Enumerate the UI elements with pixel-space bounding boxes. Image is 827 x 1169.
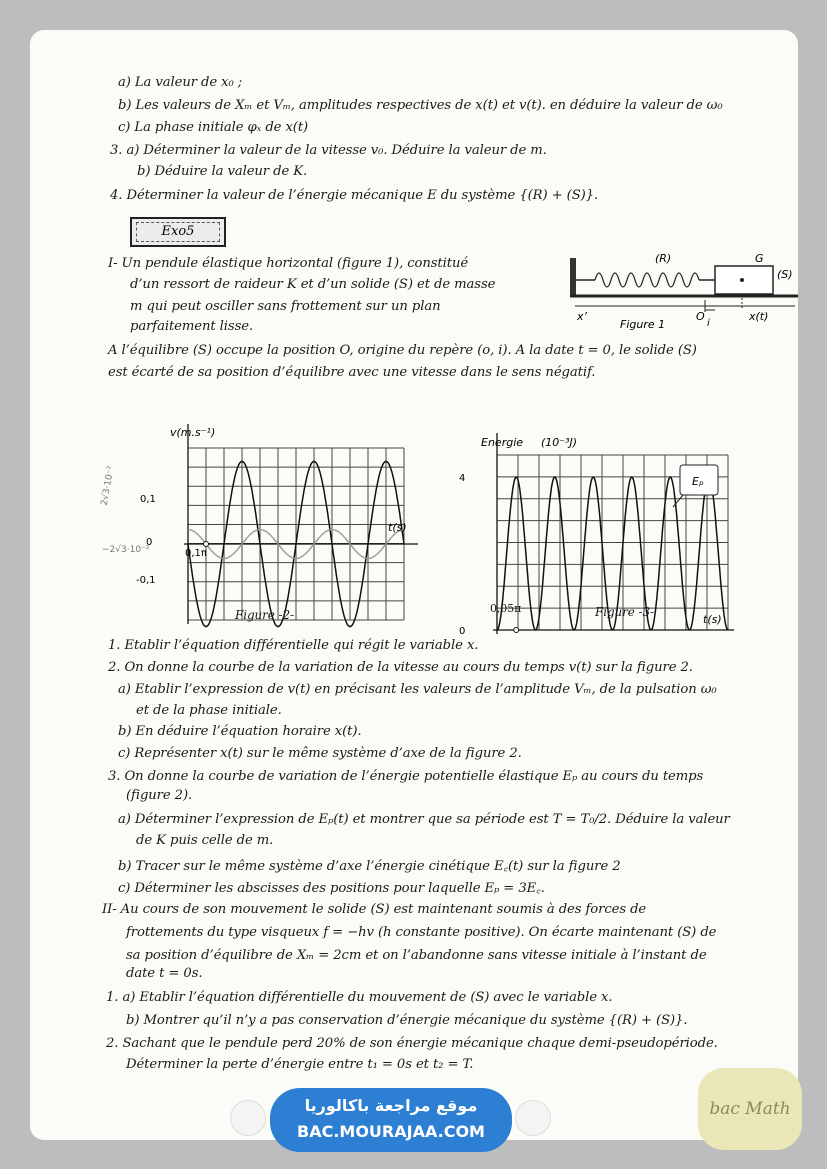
part2-line1: II- Au cours de son mouvement le solide (S) est maintenant soumis à des forces de xyxy=(102,902,647,917)
spring-label: (R) xyxy=(655,252,672,265)
exercise-label: Exo5 xyxy=(130,217,226,247)
question-1: 1. Etablir l’équation différentielle qui régit le variable x. xyxy=(108,638,479,653)
part1-line1: I- Un pendule élastique horizontal (figure 1), constitué xyxy=(108,256,469,271)
figure-3-caption: Figure -3- xyxy=(595,605,654,619)
fig2-tick-zero: 0 xyxy=(146,537,153,548)
part2-q1b: b) Montrer qu’il n’y a pas conservation d’énergie mécanique du système {(R) + (S)}. xyxy=(126,1013,688,1028)
fig2-handwritten-1: 2√3·10⁻² xyxy=(99,465,117,507)
fig2-ylabel: v(m.s⁻¹) xyxy=(170,426,216,439)
document-sheet xyxy=(30,30,798,1140)
part2-line2: frottements du type visqueux f = −hv (h constante positive). On écarte maintenant (S) de xyxy=(126,925,717,940)
fig3-tick-x: 0,05π xyxy=(490,602,522,615)
question-3: 3. On donne la courbe de variation de l’énergie potentielle élastique Eₚ au cours du temps xyxy=(108,769,704,784)
fig2-tick-pos: 0,1 xyxy=(140,494,156,505)
question-3a-cont: de K puis celle de m. xyxy=(136,833,274,848)
bac-math-logo: bac Math xyxy=(698,1068,802,1150)
part2-q2-cont: Déterminer la perte d’énergie entre t₁ = 0s et t₂ = T. xyxy=(126,1057,474,1072)
ep-callout: Eₚ xyxy=(692,475,704,488)
footer-site-link[interactable]: BAC.MOURAJAA.COM xyxy=(297,1122,485,1141)
part2-q1a: 1. a) Etablir l’équation différentielle du mouvement de (S) avec le variable x. xyxy=(106,990,613,1005)
xt-label: x(t) xyxy=(749,310,769,323)
spring xyxy=(595,273,699,287)
part2-q2: 2. Sachant que le pendule perd 20% de son énergie mécanique chaque demi-pseudopériode. xyxy=(106,1036,718,1051)
question-2: 2. On donne la courbe de la variation de la vitesse au cours du temps v(t) sur la figure 2. xyxy=(108,660,693,675)
figure-2-caption: Figure -2- xyxy=(235,608,294,622)
part2-line4: date t = 0s. xyxy=(126,966,203,981)
question-2a-cont: et de la phase initiale. xyxy=(136,703,282,718)
solid-label: (S) xyxy=(777,268,793,281)
origin-label: O xyxy=(696,310,705,323)
part1-line2: d’un ressort de raideur K et d’un solide (S) et de masse xyxy=(130,277,496,292)
item-b: b) Les valeurs de Xₘ et Vₘ, amplitudes respectives de x(t) et v(t). en déduire la valeur de ω₀ xyxy=(118,98,723,113)
figure-3-chart xyxy=(445,395,735,637)
footer-logo-right xyxy=(515,1100,551,1136)
item-a: a) La valeur de x₀ ; xyxy=(118,75,243,90)
fig3-ylabel: Energie xyxy=(481,436,524,449)
question-2c: c) Représenter x(t) sur le même système d’axe de la figure 2. xyxy=(118,746,522,761)
part1-line3: m qui peut osciller sans frottement sur un plan xyxy=(130,299,441,314)
wall xyxy=(570,258,576,296)
unit-vector-label: i xyxy=(707,318,710,329)
fig2-xlabel: t(s) xyxy=(388,521,407,534)
figure-1 xyxy=(565,248,798,331)
fig3-marker xyxy=(514,628,519,633)
question-2a: a) Etablir l’expression de v(t) en précisant les valeurs de l’amplitude Vₘ, de la pulsation ω₀ xyxy=(118,682,717,697)
fig2-tick-x: 0,1π xyxy=(185,548,207,559)
part1-line4: parfaitement lisse. xyxy=(130,319,254,334)
part1-line6: est écarté de sa position d’équilibre avec une vitesse dans le sens négatif. xyxy=(108,365,596,380)
x-prime-label: x’ xyxy=(577,310,588,323)
fig3-tick-zero: 0 xyxy=(459,626,466,637)
part2-line3: sa position d’équilibre de Xₘ = 2cm et on l’abandonne sans vitesse initiale à l’instant de xyxy=(126,948,707,963)
question-2b: b) En déduire l’équation horaire x(t). xyxy=(118,724,362,739)
figure-2-chart xyxy=(100,388,420,628)
part1-line5: A l’équilibre (S) occupe la position O, origine du repère (o, i). A la date t = 0, le solide (S) xyxy=(108,343,697,358)
fig2-marker xyxy=(204,542,209,547)
fig3-tick-top: 4 xyxy=(459,473,466,484)
fig2-handwritten-2: −2√3·10⁻² xyxy=(102,545,150,555)
question-3-cont: (figure 2). xyxy=(126,788,193,803)
footer-logo-left xyxy=(230,1100,266,1136)
question-3a: 3. a) Déterminer la valeur de la vitesse v₀. Déduire la valeur de m. xyxy=(110,143,547,158)
fig3-yunit: (10⁻³J) xyxy=(541,436,578,449)
question-3b-energy: b) Tracer sur le même système d’axe l’énergie cinétique E꜀(t) sur la figure 2 xyxy=(118,859,621,874)
figure-1-caption: Figure 1 xyxy=(620,318,666,331)
question-3b: b) Déduire la valeur de K. xyxy=(137,164,308,179)
fig2-tick-neg: -0,1 xyxy=(136,575,156,586)
question-3c: c) Déterminer les abscisses des positions pour laquelle Eₚ = 3E꜀. xyxy=(118,881,545,896)
fig3-xlabel: t(s) xyxy=(703,613,722,626)
footer-banner[interactable] xyxy=(270,1088,512,1152)
g-label: G xyxy=(755,252,764,265)
question-3a: a) Déterminer l’expression de Eₚ(t) et montrer que sa période est T = T₀/2. Déduire la valeur xyxy=(118,812,730,827)
item-c: c) La phase initiale φₓ de x(t) xyxy=(118,120,309,135)
question-4: 4. Déterminer la valeur de l’énergie mécanique E du système {(R) + (S)}. xyxy=(110,188,599,203)
footer-arabic: موقع مراجعة باكالوريا xyxy=(304,1096,478,1115)
